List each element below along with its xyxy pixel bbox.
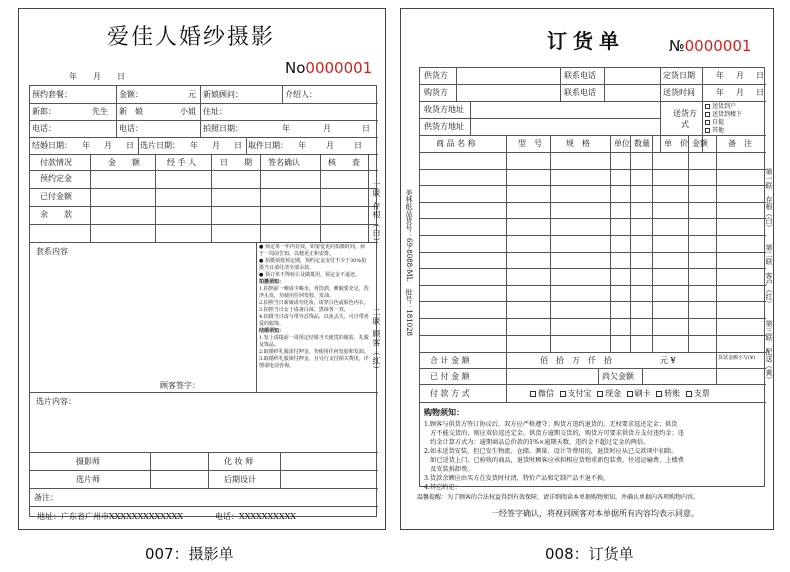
total-amount-label: 合 计 金 额 <box>430 356 470 365</box>
shoot-date-label: 拍照日期： <box>203 124 243 133</box>
package-content-label: 套系内容 <box>36 247 68 256</box>
item-row-line <box>420 252 766 253</box>
form1-copy-1-label: 一联 存根（白） <box>372 180 381 247</box>
notice-line: 及安装拆卸费。 <box>424 466 474 473</box>
nian: 年 <box>716 88 724 97</box>
owed-amount-label: 尚欠金额 <box>602 372 634 381</box>
note-line: 结婚须知： <box>259 328 285 334</box>
checkbox-icon <box>705 112 710 117</box>
checkbox-icon <box>705 128 710 133</box>
item-row-line <box>420 202 766 203</box>
payment-row-0: 预约定金 <box>40 174 72 183</box>
address-label: 住址： <box>203 107 227 116</box>
purchase-order-form <box>400 8 774 530</box>
item-row-line <box>420 301 766 302</box>
paid-amount-label: 已 付 金 额 <box>430 372 470 381</box>
notice-line: 2.如未送货安装，但已发生物流、仓储、测量、设计等费用的，退货时应从已交款项中扣除。 <box>424 448 678 455</box>
payment-method-label: 付 款 方 式 <box>430 389 470 398</box>
photo-order-form <box>18 8 386 530</box>
form2-caption: 008：订货单 <box>545 545 634 563</box>
consultant-label: 新娘顾问： <box>203 90 243 99</box>
nian: 年 <box>298 141 306 150</box>
delivery-option[interactable]: 其他 <box>705 127 742 135</box>
form2-copy-2-label: 第二联 客户（红） <box>765 244 773 307</box>
note-line: 1.拍照前一晚请少喝水，务饮酒，睡眠要充足，洗净头发，勿使用任何发胶、发油。 <box>259 286 369 299</box>
contact-phone2-label: 联系电话 <box>564 88 596 97</box>
order-date-label: 定货日期 <box>663 71 695 80</box>
checkbox-icon <box>560 391 566 397</box>
supplier-address-label: 供货方地址 <box>424 122 464 131</box>
bride-label: 新 娘 <box>119 107 143 116</box>
amount-label: 金额： <box>119 90 143 99</box>
delivery-options <box>705 103 742 135</box>
mr-label: 先生 <box>92 107 108 116</box>
form1-title: 爱佳人婚纱摄影 <box>107 25 276 50</box>
pay-option-card[interactable]: 刷卡 <box>627 389 651 398</box>
referrer-label: 介绍人： <box>285 90 317 99</box>
booking-notes <box>259 244 369 390</box>
note-line: ● 预定单一年内有效，如要变更的拍摄时间，须于一周前告知，以便更正和安排。 <box>259 244 365 257</box>
checkbox-icon <box>686 391 692 397</box>
miss-label: 小姐 <box>180 107 196 116</box>
contact-phone-label: 联系电话 <box>564 71 596 80</box>
payment-header-4: 签名确认 <box>268 158 300 167</box>
note-line: 1.发上请提前一周预定结婚当天租赁的服装，礼服及饰品。 <box>259 335 369 348</box>
post-design-label: 后期设计 <box>224 475 256 484</box>
col-header-name: 商 品 名 称 <box>436 139 476 148</box>
customer-signature-label: 顾客签字： <box>160 381 200 390</box>
groom-label: 新郎： <box>32 107 56 116</box>
form1-date-line: 年 月 日 <box>69 72 125 81</box>
yue: 月 <box>736 71 744 80</box>
form2-copy-3-label: 第三联 配送（黄） <box>765 320 773 383</box>
checkbox-icon <box>705 120 710 125</box>
buyer-label: 购货方 <box>424 88 448 97</box>
checkbox-icon <box>705 104 710 109</box>
item-row-line <box>420 185 766 186</box>
note-line: ● 预订单不得转让及做抵用，预定金不退还。 <box>259 272 360 278</box>
col-header-model: 型 号 <box>518 139 542 148</box>
note-line: 2.拍照当日新娘请勿化妆，请穿白色或肤色内衣。 <box>259 300 369 306</box>
phone2-label: 电话： <box>119 124 143 133</box>
pay-option-transfer[interactable]: 转账 <box>656 389 680 398</box>
delivery-option[interactable]: 送货到楼下 <box>705 111 742 119</box>
form2-title: 订货单 <box>547 29 625 53</box>
yue: 月 <box>736 88 744 97</box>
note-line: 3.拍照当日女士请备白袜、黑袜各一双。 <box>259 307 349 313</box>
yuan-label: 元 <box>188 90 196 99</box>
notice-line: 1.顾客与供货方签订协议后，双方应严格遵守；购货方违约退货的，无权要求返还定金；供货 <box>424 421 678 428</box>
payment-header-0: 付款情况 <box>40 158 72 167</box>
yue: 月 <box>104 141 112 150</box>
payment-row-1: 已付金额 <box>40 192 72 201</box>
nian: 年 <box>190 141 198 150</box>
payment-header-5: 核 查 <box>328 158 360 167</box>
remarks-label: 备注： <box>34 493 58 502</box>
note-line: 拍摄须知： <box>259 279 285 285</box>
notice-line: 如已送货上门，已验收的商品，退货时顾客应承担相应货物重新包装费，往返运输费、上楼费 <box>424 457 684 464</box>
col-header-unit: 单位 <box>614 139 630 148</box>
ri: 日 <box>126 141 134 150</box>
item-row-line <box>420 218 766 219</box>
warm-tip: 温馨提醒：为了顾客的合法权益得到有效保障，请详细阅读本单据购物须知，并确认单据内各项购物内容。 <box>417 494 700 501</box>
delivery-option[interactable]: 送货到户 <box>705 103 742 111</box>
pay-option-cash[interactable]: 现金 <box>597 389 621 398</box>
pickup-date-label: 取件日期： <box>248 141 288 150</box>
select-date-label: 选片日期： <box>140 141 180 150</box>
form2-copy-1-label: 第一联 存根（白） <box>765 168 773 231</box>
payment-header-3: 日 期 <box>220 158 252 167</box>
form1-footer-phone: 电话：XXXXXXXXXX <box>215 512 296 521</box>
notice-text <box>424 420 764 492</box>
form1-copy-2-label: 二联 顾客（红） <box>372 308 381 375</box>
payment-row-2: 余 款 <box>40 210 72 219</box>
form1-footer-address: 地址：广东省广州市XXXXXXXXXXXXX <box>37 512 184 521</box>
nian: 年 <box>82 141 90 150</box>
ri: 日 <box>756 88 764 97</box>
pay-option-alipay[interactable]: 支付宝 <box>560 389 592 398</box>
notice-title: 购物须知： <box>424 407 464 417</box>
confirm-line: 一经签字确认，将视同顾客对本单据所有内容均表示同意。 <box>491 509 699 518</box>
col-header-remark: 备 注 <box>728 139 752 148</box>
notice-line: 约金计算方式为：逾期商品总价款的1%×逾期天数，违约金不超过定金的两倍。 <box>424 439 650 446</box>
item-row-line <box>420 235 766 236</box>
ri: 日 <box>362 124 370 133</box>
col-header-amount: 金额 <box>692 139 708 148</box>
note-line: 3.取婚纱礼服须付押金，且另行支付相关费用，详情请电话咨询。 <box>259 356 369 369</box>
lowercase-amount-note: 货款金额小写(¥) <box>718 355 756 361</box>
col-header-spec: 规 格 <box>566 139 590 148</box>
makeup-artist-label: 化 妆 师 <box>224 457 254 466</box>
package-label: 预约套餐： <box>32 90 72 99</box>
ri: 日 <box>756 71 764 80</box>
pay-option-check[interactable]: 支票 <box>686 389 710 398</box>
checkbox-icon <box>530 391 536 397</box>
item-row-line <box>420 318 766 319</box>
yue: 月 <box>323 124 331 133</box>
item-row-line <box>420 335 766 336</box>
payment-methods <box>530 388 710 399</box>
total-yuan-label: 元 ¥ <box>660 356 676 365</box>
notice-line: 3.货款余额应由买方在发货时付清，特价产品和定制产品不退不换。 <box>424 475 610 482</box>
photographer-label: 摄影师 <box>76 457 100 466</box>
yue: 月 <box>212 141 220 150</box>
delivery-date-label: 送货时间 <box>663 88 695 97</box>
selected-photos-label: 选片内容： <box>36 397 76 406</box>
item-row-line <box>420 169 766 170</box>
form1-caption: 007：摄影单 <box>145 545 234 563</box>
col-header-price: 单 价 <box>664 139 688 148</box>
ri: 日 <box>354 141 362 150</box>
form2-serial-number: №0000001 <box>669 37 752 55</box>
note-line: 4.拍摄当日请与带齐首饰品，以免丢失，可自带喜爱的服饰。 <box>259 314 369 327</box>
form2-table <box>419 67 765 491</box>
form1-serial-number: No0000001 <box>285 59 373 77</box>
payment-header-1: 金 额 <box>108 158 140 167</box>
item-row-line <box>420 285 766 286</box>
yue: 月 <box>326 141 334 150</box>
pay-option-wechat[interactable]: 微信 <box>530 389 554 398</box>
form1-table <box>29 85 377 517</box>
receiver-address-label: 收货方地址 <box>424 105 464 114</box>
form2-batch-info: 美林纸品货号：69-8088-ML 批号：181028 <box>405 189 413 336</box>
nian: 年 <box>716 71 724 80</box>
checkbox-icon <box>597 391 603 397</box>
nian: 年 <box>282 124 290 133</box>
item-row-line <box>420 268 766 269</box>
ri: 日 <box>234 141 242 150</box>
wedding-date-label: 结婚日期： <box>32 141 72 150</box>
supplier-label: 供货方 <box>424 71 448 80</box>
note-line: 2.取婚纱礼服需付押金，勿使用任何发胶和发油。 <box>259 349 369 355</box>
total-amount-units: 佰 拾 万 仟 拾 <box>540 356 612 365</box>
delivery-method-label: 送货方式 <box>673 109 697 129</box>
note-line: ● 拍摄须按预定期，预约定金支付不少于30%拍摄当日请付清全部余款。 <box>259 258 367 271</box>
notice-line: 方不能交货的，则应双倍返还定金，供货方逾期交货的，购货方可要求供货方支付违约金；违 <box>424 430 684 437</box>
payment-header-2: 经 手 人 <box>167 158 197 167</box>
checkbox-icon <box>627 391 633 397</box>
photo-selector-label: 选片师 <box>76 475 100 484</box>
phone-label: 电话： <box>32 124 56 133</box>
checkbox-icon <box>656 391 662 397</box>
notice-line: 4.其它约定： <box>424 484 461 491</box>
col-header-qty: 数量 <box>634 139 650 148</box>
delivery-option[interactable]: 自提 <box>705 119 742 127</box>
